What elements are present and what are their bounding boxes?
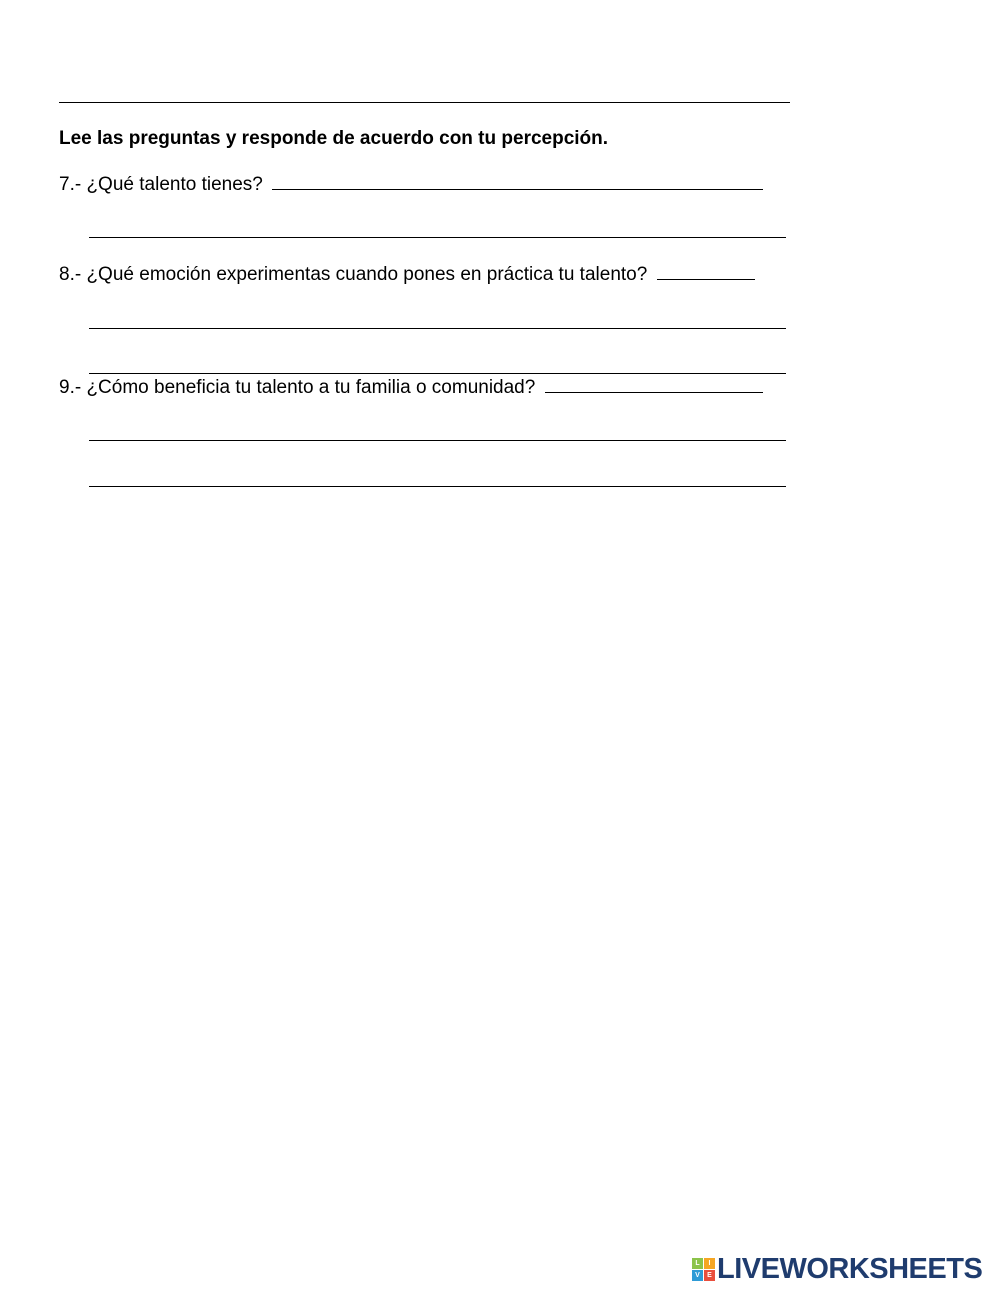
question-8-answer-line-1[interactable] (89, 328, 786, 329)
question-7-answer-blank[interactable] (272, 173, 763, 190)
question-8-text: 8.- ¿Qué emoción experimentas cuando pones en práctica tu talento? (59, 264, 648, 285)
logo-wordmark: LIVEWORKSHEETS (717, 1252, 983, 1285)
question-8 (59, 263, 755, 286)
question-7-answer-line-1[interactable] (89, 237, 786, 238)
question-8-answer-blank[interactable] (657, 263, 755, 280)
question-9 (59, 376, 763, 399)
liveworksheets-logo (692, 1254, 982, 1284)
question-9-answer-line-2[interactable] (89, 486, 786, 487)
logo-square-l: L (692, 1258, 703, 1269)
logo-square-v: V (692, 1270, 703, 1281)
question-9-answer-blank[interactable] (545, 376, 763, 393)
question-7 (59, 173, 763, 196)
question-9-text: 9.- ¿Cómo beneficia tu talento a tu familia o comunidad? (59, 377, 536, 398)
question-8-answer-line-2[interactable] (89, 373, 786, 374)
logo-squares-icon (692, 1258, 714, 1280)
question-7-text: 7.- ¿Qué talento tienes? (59, 174, 263, 195)
question-9-answer-line-1[interactable] (89, 440, 786, 441)
logo-square-i: I (704, 1258, 715, 1269)
top-separator-line (59, 102, 790, 103)
instructions-heading: Lee las preguntas y responde de acuerdo con tu percepción. (59, 128, 609, 149)
logo-square-e: E (704, 1270, 715, 1281)
